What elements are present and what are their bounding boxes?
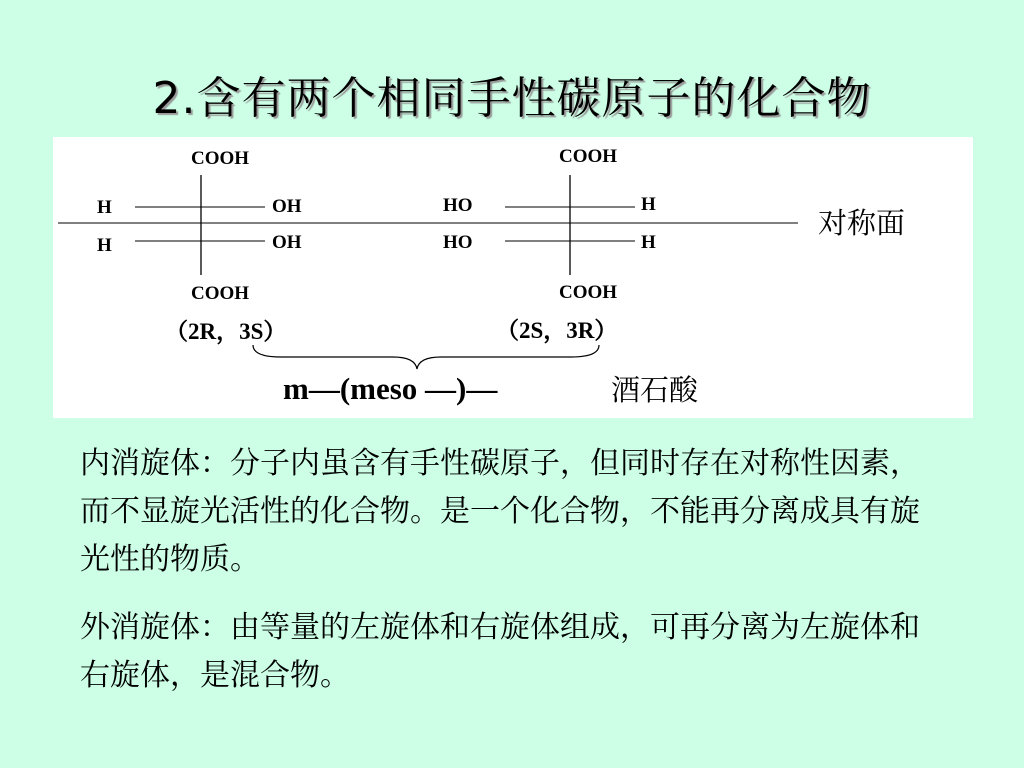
slide-title: 2.含有两个相同手性碳原子的化合物 [152,73,872,124]
meso-definition: 内消旋体：分子内虽含有手性碳原子，但同时存在对称性因素，而不显旋光活性的化合物。是一个化合物，不能再分离成具有旋光性的物质。 [80,446,920,577]
right-row2-left: HO [443,232,473,253]
left-configuration: （2R，3S） [165,319,287,344]
left-row1-right: OH [272,196,302,217]
left-row2-right: OH [272,232,302,253]
right-configuration: （2S，3R） [496,318,618,343]
left-row2-left: H [97,235,112,256]
compound-name-latin: m—(meso —)— [283,371,498,406]
curly-brace [253,345,599,369]
fischer-projections [53,137,973,418]
racemic-definition: 外消旋体：由等量的左旋体和右旋体组成，可再分离为左旋体和右旋体，是混合物。 [80,610,920,693]
compound-name-cn: 酒石酸 [611,373,699,407]
right-bottom-group: COOH [559,282,618,303]
right-row2-right: H [641,232,656,253]
left-row1-left: H [97,197,112,218]
left-bottom-group: COOH [191,283,250,304]
right-row1-right: H [641,194,656,215]
right-top-group: COOH [559,146,618,167]
left-top-group: COOH [191,148,250,169]
tartaric-acid-diagram [53,137,973,418]
symmetry-plane-label: 对称面 [818,206,906,240]
right-row1-left: HO [443,195,473,216]
